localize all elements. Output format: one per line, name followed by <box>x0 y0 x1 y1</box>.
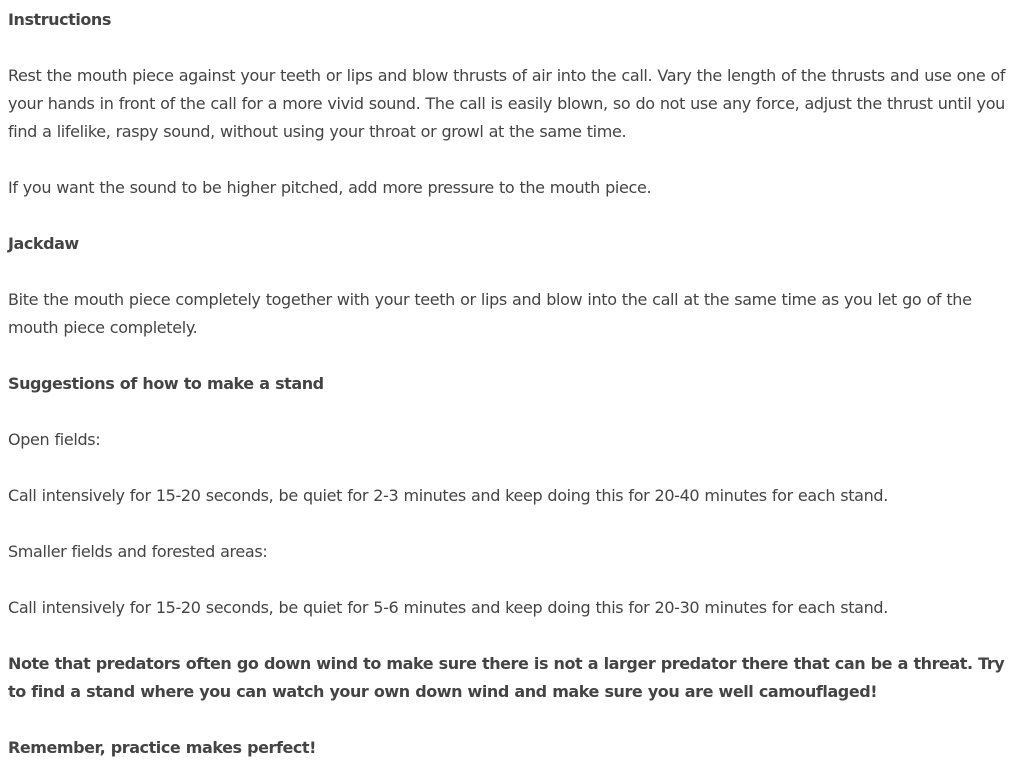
instructions-heading: Instructions <box>8 10 111 29</box>
open-fields-paragraph: Call intensively for 15-20 seconds, be quiet for 2-3 minutes and keep doing this for 20-40 minutes for each stand. <box>8 486 888 505</box>
smaller-fields-paragraph: Call intensively for 15-20 seconds, be quiet for 5-6 minutes and keep doing this for 20-30 minutes for each stand. <box>8 598 888 617</box>
jackdaw-heading: Jackdaw <box>8 234 79 253</box>
instructions-paragraph: Rest the mouth piece against your teeth or lips and blow thrusts of air into the call. Vary the length of the thrusts and use one of your hands in front of the call for a more vivid sound. The call is easily blown, so do not use any force, adjust the thrust until you find a lifelike, raspy sound, without using your throat or growl at the same time. <box>8 66 1006 141</box>
open-fields-label: Open fields: <box>8 430 101 449</box>
stand-heading: Suggestions of how to make a stand <box>8 374 324 393</box>
pitch-tip-paragraph: If you want the sound to be higher pitched, add more pressure to the mouth piece. <box>8 178 652 197</box>
closing-line: Remember, practice makes perfect! <box>8 738 316 757</box>
note-paragraph: Note that predators often go down wind to make sure there is not a larger predator there that can be a threat. Try to find a stand where you can watch your own down wind and make sure you are well camouflaged! <box>8 654 1005 701</box>
jackdaw-paragraph: Bite the mouth piece completely together with your teeth or lips and blow into the call at the same time as you let go of the mouth piece completely. <box>8 290 972 337</box>
smaller-fields-label: Smaller fields and forested areas: <box>8 542 268 561</box>
